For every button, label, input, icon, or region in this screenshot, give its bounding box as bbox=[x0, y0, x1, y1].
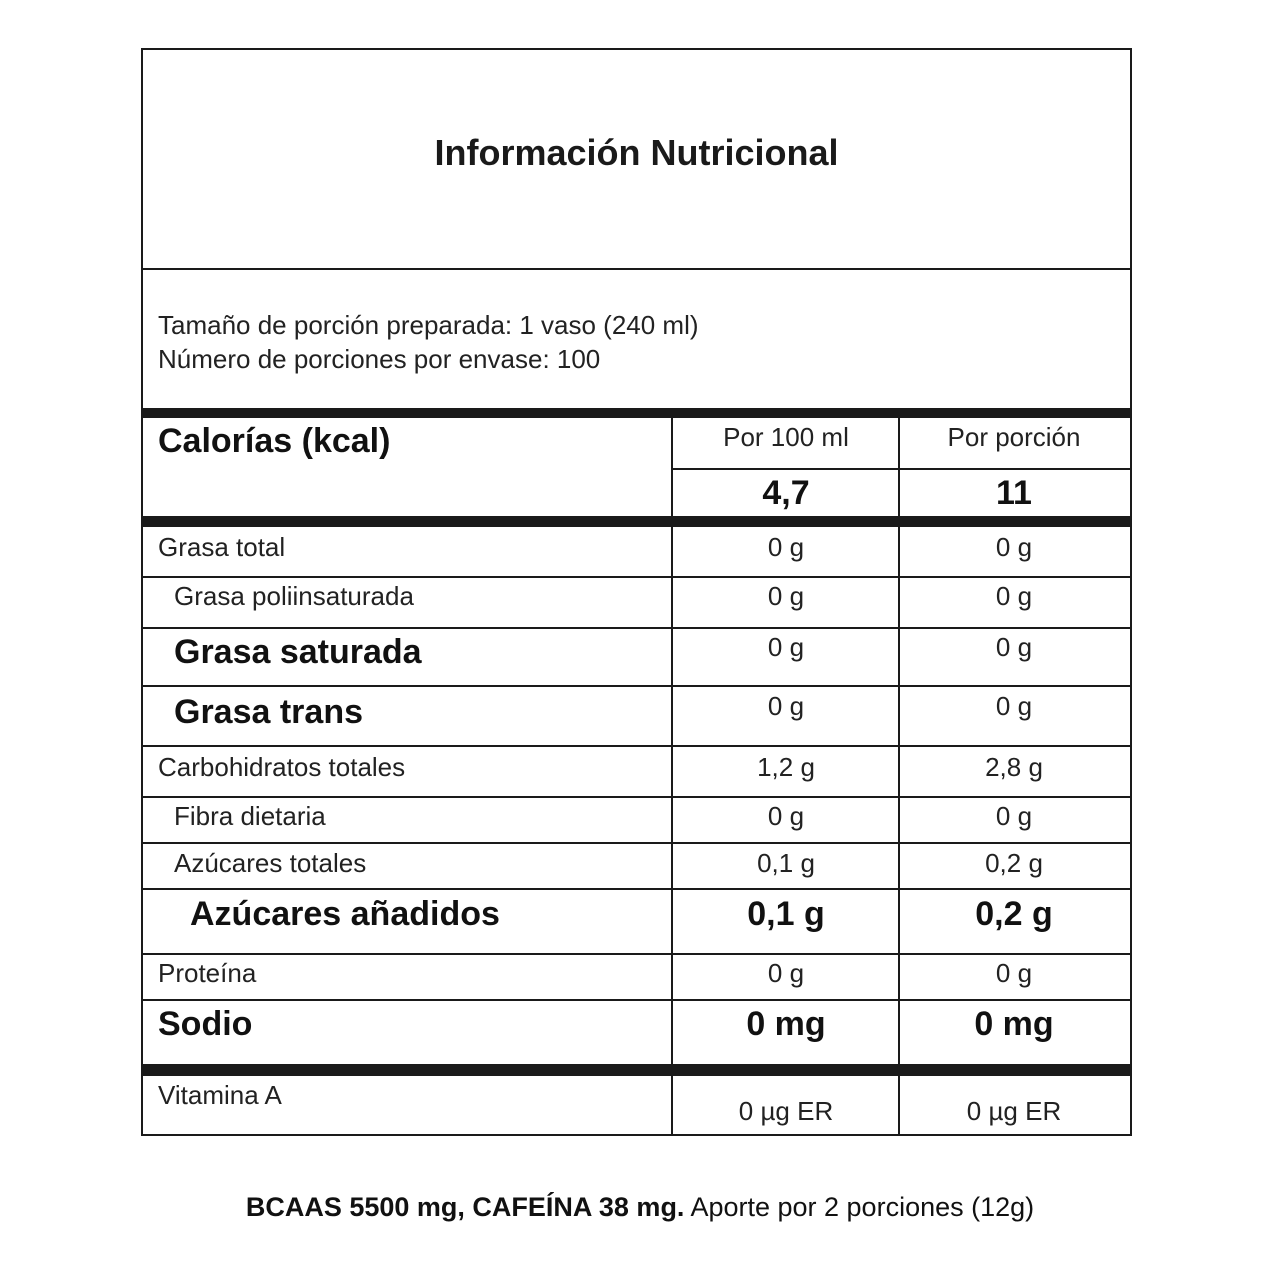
nutrient-value-per-portion: 0 g bbox=[995, 958, 1033, 988]
nutrient-name: Proteína bbox=[158, 958, 257, 988]
header-divider bbox=[671, 468, 1132, 470]
nutrient-name: Azúcares añadidos bbox=[190, 895, 500, 933]
nutrient-value-per-100ml: 0 g bbox=[767, 632, 805, 662]
nutrient-name: Sodio bbox=[158, 1005, 253, 1043]
divider-thick bbox=[143, 516, 1130, 527]
nutrient-name: Grasa trans bbox=[174, 693, 363, 731]
row-divider bbox=[143, 888, 1130, 890]
nutrient-value-per-portion: 0,2 g bbox=[985, 848, 1043, 878]
nutrient-value-per-100ml: 0,1 g bbox=[757, 848, 815, 878]
nutrient-name: Carbohidratos totales bbox=[158, 752, 406, 782]
calories-label: Calorías (kcal) bbox=[158, 422, 391, 460]
row-divider bbox=[143, 745, 1130, 747]
supplement-note-bold: BCAAS 5500 mg, CAFEÍNA 38 mg. bbox=[245, 1192, 685, 1222]
row-divider bbox=[143, 953, 1130, 955]
nutrient-value-per-portion: 2,8 g bbox=[985, 752, 1043, 782]
row-divider bbox=[143, 842, 1130, 844]
nutrient-value-per-100ml: 0 g bbox=[767, 581, 805, 611]
nutrient-name: Grasa saturada bbox=[174, 633, 422, 671]
nutrient-name: Azúcares totales bbox=[174, 848, 367, 878]
nutrient-value-per-portion: 0 g bbox=[995, 532, 1033, 562]
nutrient-value-per-100ml: 0 g bbox=[767, 958, 805, 988]
divider-thick bbox=[143, 1064, 1130, 1076]
divider-thick bbox=[143, 408, 1130, 418]
nutrient-value-per-100ml: 0 mg bbox=[746, 1005, 826, 1043]
nutrient-value-per-portion: 0 g bbox=[995, 801, 1033, 831]
nutrient-name: Grasa poliinsaturada bbox=[174, 581, 414, 611]
nutrient-name: Grasa total bbox=[158, 532, 286, 562]
nutrient-value-per-portion: 0 mg bbox=[974, 1005, 1054, 1043]
nutrient-value-per-100ml: 0 g bbox=[767, 691, 805, 721]
serving-size: Tamaño de porción preparada: 1 vaso (240 ml) bbox=[158, 310, 699, 340]
nutrient-value-per-100ml: 0 µg ER bbox=[738, 1096, 834, 1126]
nutrient-value-per-portion: 0,2 g bbox=[975, 895, 1053, 933]
servings-per-container: Número de porciones por envase: 100 bbox=[158, 344, 601, 374]
supplement-note bbox=[0, 1192, 1280, 1223]
nutrient-value-per-portion: 0 g bbox=[995, 632, 1033, 662]
row-divider bbox=[143, 796, 1130, 798]
row-divider bbox=[143, 999, 1130, 1001]
label-title: Información Nutricional bbox=[434, 132, 839, 173]
row-divider bbox=[143, 576, 1130, 578]
title-box bbox=[143, 50, 1130, 270]
nutrient-value-per-100ml: 0,1 g bbox=[747, 895, 825, 933]
nutrient-value-per-portion: 0 g bbox=[995, 691, 1033, 721]
nutrition-label bbox=[141, 48, 1132, 1136]
nutrient-value-per-100ml: 1,2 g bbox=[757, 752, 815, 782]
nutrient-value-per-100ml: 0 g bbox=[767, 532, 805, 562]
serving-info bbox=[158, 308, 699, 376]
nutrient-value-per-portion: 0 g bbox=[995, 581, 1033, 611]
nutrient-value-per-100ml: 0 g bbox=[767, 801, 805, 831]
column-header-per-portion: Por porción bbox=[947, 422, 1081, 452]
nutrient-name: Fibra dietaria bbox=[174, 801, 326, 831]
nutrient-value-per-portion: 0 µg ER bbox=[966, 1096, 1062, 1126]
calories-per-portion: 11 bbox=[996, 474, 1032, 512]
row-divider bbox=[143, 685, 1130, 687]
column-header-per-100ml: Por 100 ml bbox=[723, 422, 849, 452]
row-divider bbox=[143, 627, 1130, 629]
nutrient-name: Vitamina A bbox=[158, 1080, 282, 1110]
calories-per-100ml: 4,7 bbox=[762, 474, 810, 512]
supplement-note-text: Aporte por 2 porciones (12g) bbox=[684, 1192, 1035, 1222]
